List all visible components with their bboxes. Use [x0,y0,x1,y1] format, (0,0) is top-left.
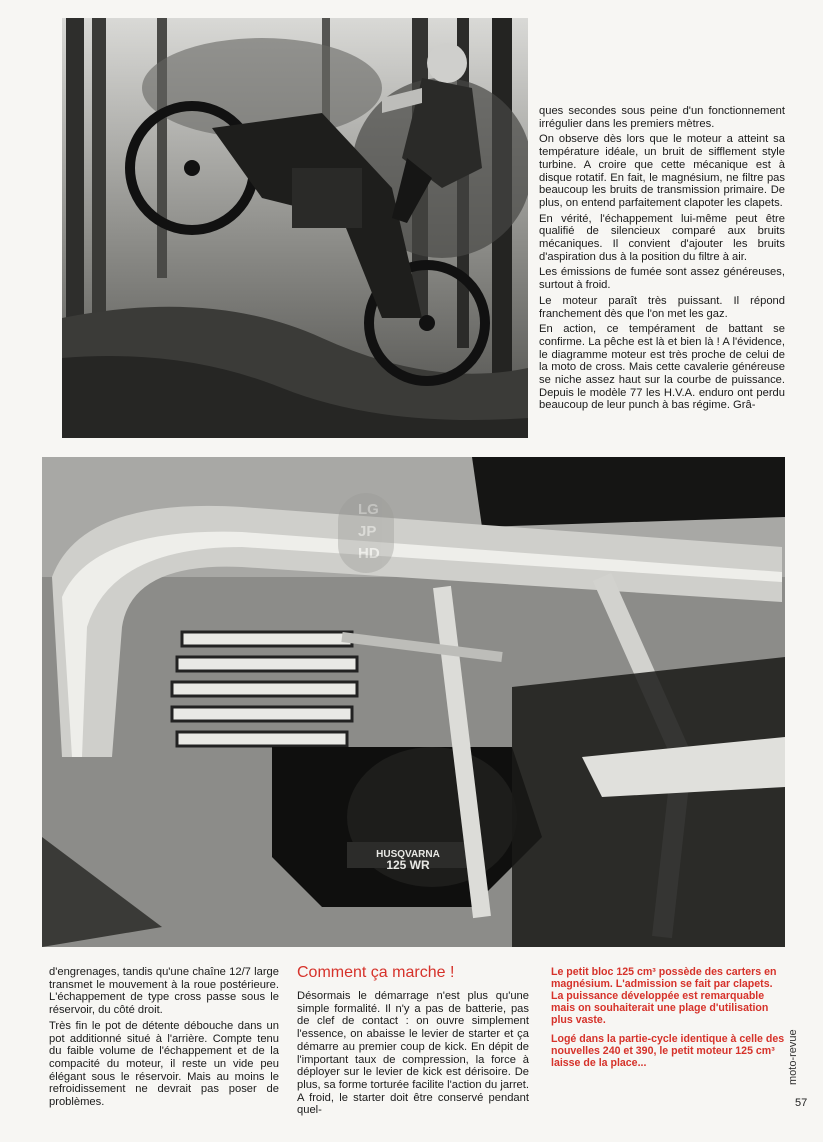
engine-brand-text: HUSQVARNA [376,849,440,860]
magazine-name: moto-revue [787,1029,799,1085]
paragraph: Les émissions de fumée sont assez généreuses, surtout à froid. [539,266,785,292]
watermark-logo [338,493,394,573]
article-column-bottom-left [49,966,279,1112]
engine-photo-icon [42,457,785,947]
paragraph: En action, ce tempérament de battant se confirme. La pêche est là et bien là ! A l'évidence, le diagramme moteur est très proche de celui de la moto de cross. Mais cette cavalerie généreuse se niche assez haut sur la courbe de puissance. Depuis le modèle 77 les H.V.A. enduro ont perdu beaucoup de leur punch à bas régime. Grâ- [539,323,785,412]
paragraph: Désormais le démarrage n'est plus qu'une simple formalité. Il n'y a pas de batterie, pas de clef de contact : on ouvre simplement l'essence, on abaisse le levier de starter et ça démarre au premier coup de kick. En dépit de l'important taux de compression, la force à déployer sur le levier de kick est dérisoire. De plus, sa forme torturée facilite l'action du jarret. A froid, le starter doit être conservé pendant quel- [297,990,529,1117]
section-title: Comment ça marche ! [297,964,455,981]
paragraph: ques secondes sous peine d'un fonctionnement irrégulier dans les premiers mètres. [539,105,785,130]
paragraph: d'engrenages, tandis qu'une chaîne 12/7 large transmet le mouvement à la roue postérieure. L'échappement de type cross passe sous le réservoir, du côté droit. [49,966,279,1017]
trail-jump-photo-icon [62,18,528,438]
paragraph: Très fin le pot de détente débouche dans un pot additionné situé à l'arrière. Compte tenu du faible volume de l'échappement et de la compacité du moteur, il reste un vide peu élégant sous le réservoir. Mais au moins le refroidissement ne devrait pas poser de problèmes. [49,1019,279,1109]
watermark-line: LG [358,501,379,518]
article-column-bottom-middle [297,990,529,1120]
page-number: 57 [795,1097,808,1109]
paragraph: Le moteur paraît très puissant. Il répond franchement dès que l'on met les gaz. [539,294,785,320]
engine-model-text: 125 WR [386,858,430,872]
photo-caption: Logé dans la partie-cycle identique à celle des nouvelles 240 et 390, le petit moteur 125 cm³ laisse de la place... [551,1033,785,1069]
engine-closeup-photo [42,457,785,947]
paragraph: En vérité, l'échappement lui-même peut être qualifié de silencieux comparé aux bruits mécaniques. Il convient d'ajouter les bruits d'aspiration dus à la position du filtre à air. [539,212,785,263]
photo-caption: Le petit bloc 125 cm³ possède des carters en magnésium. L'admission se fait par clapets. La puissance développée est remarquable mais on souhaiterait une plage d'utilisation plus vaste. [551,966,777,1026]
watermark-line: HD [358,545,380,562]
paragraph: On observe dès lors que le moteur a atteint sa température idéale, un bruit de sifflement style turbine. A croire que cette mécanique est à disque rotatif. En fait, le magnésium, ne filtre pas beaucoup les bruits de transmission primaire. De plus, on entend parfaitement clapoter les clapets. [539,133,785,209]
article-column-top-right [539,105,785,415]
watermark-line: JP [358,523,377,540]
engine-brand-label [350,849,466,871]
rider-jump-photo [62,18,528,438]
